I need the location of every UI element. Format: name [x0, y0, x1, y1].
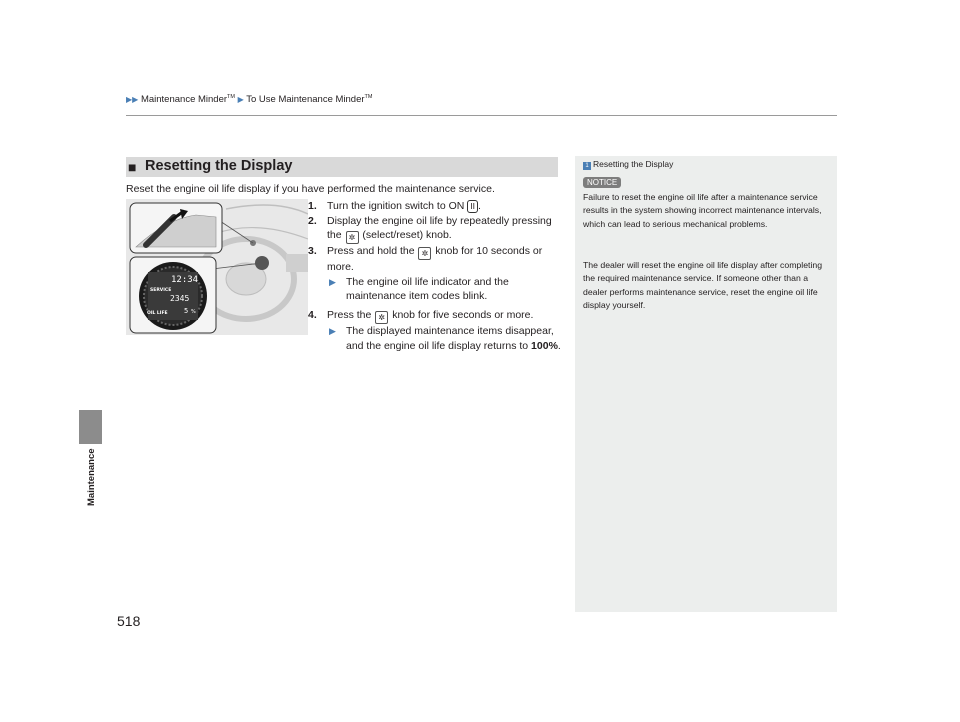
step-4-result: [327, 324, 564, 353]
step-text: Display the engine oil life by repeatedly pressing the: [327, 214, 552, 242]
sidebar-title: [583, 159, 673, 170]
triangle-arrow-icon: ▶: [237, 95, 244, 105]
section-square-icon: ■: [128, 159, 137, 175]
trademark: TM: [364, 94, 373, 100]
notice-badge: NOTICE: [583, 177, 621, 188]
sidebar-title-text: Resetting the Display: [593, 159, 674, 169]
steps-list: [308, 199, 564, 353]
triangle-arrow-icon: ▶: [329, 325, 336, 336]
lcd-oil-value: 5: [184, 307, 189, 315]
chapter-label: [86, 436, 98, 506]
triangle-arrow-icon: ▶: [329, 276, 336, 287]
step-number: 2.: [308, 214, 317, 227]
lcd-service: SERVICE: [150, 288, 172, 293]
lcd-oil-unit: %: [191, 309, 196, 315]
result-text: .: [557, 339, 561, 352]
step-3: [308, 244, 564, 275]
breadcrumb: [126, 94, 373, 105]
select-reset-knob-icon: ✲: [346, 231, 359, 244]
step-1: [308, 199, 564, 214]
lcd-oil-label: OIL LIFE: [147, 311, 168, 316]
step-number: 4.: [308, 308, 317, 321]
step-text: Press and hold the: [327, 245, 418, 258]
step-text: Press the: [327, 308, 375, 321]
step-text: Turn the ignition switch to ON: [327, 200, 468, 212]
header-divider: [126, 115, 837, 116]
double-triangle-icon: ▶▶: [126, 95, 139, 105]
lcd-time: 12:34: [171, 275, 199, 285]
step-2: [308, 214, 564, 245]
dashboard-illustration: [126, 199, 308, 335]
step-number: 1.: [308, 200, 317, 212]
sidebar-paragraph-2: The dealer will reset the engine oil life display after completing the required maintenance service. If someone other than a dealer performs maintenance service, reset the engine oil life display yourself.: [583, 260, 823, 311]
page-number: 518: [117, 613, 141, 629]
section-intro: Reset the engine oil life display if you have performed the maintenance service.: [126, 183, 495, 195]
select-reset-knob-icon: ✲: [375, 311, 388, 324]
result-text: The displayed maintenance items disappear, and the engine oil life display returns to: [346, 324, 554, 352]
section-title: Resetting the Display: [145, 158, 293, 174]
breadcrumb-item-to-use[interactable]: To Use Maintenance Minder: [246, 94, 365, 106]
ignition-position-badge: II: [467, 200, 478, 213]
step-4: [308, 308, 564, 324]
sidebar-paragraph-1: Failure to reset the engine oil life after a maintenance service results in the system showing incorrect maintenance intervals, which can lead to serious mechanical problems.: [583, 192, 822, 229]
select-reset-knob-icon: ✲: [418, 247, 431, 260]
step-text: (select/reset) knob.: [359, 229, 452, 242]
step-text: knob for five seconds or more.: [389, 308, 534, 321]
result-value: 100%: [531, 339, 558, 352]
step-text: knob for 10 seconds or more.: [327, 245, 543, 274]
result-text: The engine oil life indicator and the maintenance item codes blink.: [346, 275, 509, 303]
reference-icon: 1: [583, 162, 591, 170]
section-header: [126, 157, 558, 177]
chapter-label-text: Maintenance: [86, 448, 97, 506]
step-number: 3.: [308, 245, 317, 258]
trademark: TM: [227, 94, 235, 100]
lcd-odometer: 2345: [170, 294, 190, 303]
step-3-result: [327, 275, 564, 304]
step-text: .: [478, 200, 481, 212]
breadcrumb-item-maintenance-minder[interactable]: Maintenance Minder: [140, 94, 228, 106]
